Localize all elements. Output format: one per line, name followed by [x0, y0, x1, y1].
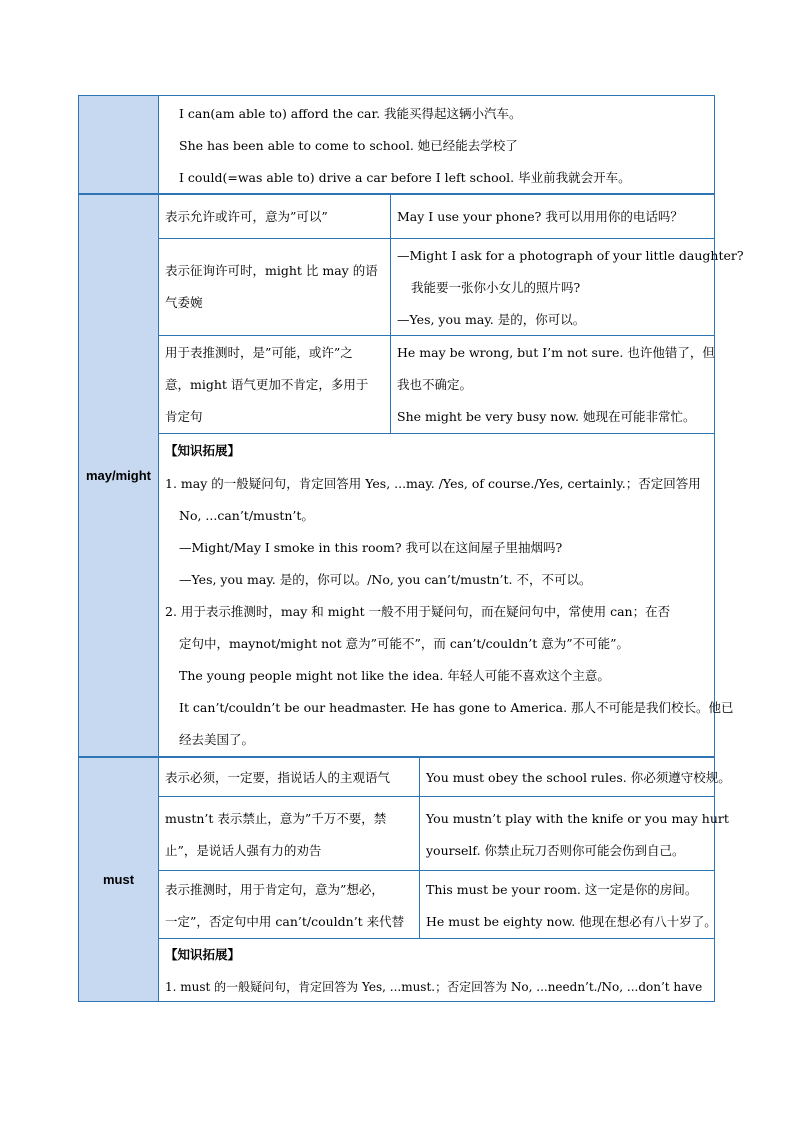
example-text: 我能要一张你小女儿的照片吗? — [411, 280, 581, 295]
example-line: I could(=was able to) drive a car before I left school. 毕业前我就会开车。 — [179, 170, 631, 185]
usage-text: 意，might 语气更加不肯定，多用于 — [165, 377, 369, 392]
example-text: She might be very busy now. 她现在可能非常忙。 — [397, 409, 696, 424]
example-text: You mustn’t play with the knife or you may hurt — [426, 811, 729, 826]
ability-examples-block — [78, 95, 715, 194]
example-text: 我也不确定。 — [397, 377, 473, 392]
extension-line: 1. must 的一般疑问句，肯定回答为 Yes, ...must.；否定回答为 No, ...needn’t./No, ...don’t have — [165, 980, 703, 994]
usage-text: 表示必须，一定要，指说话人的主观语气 — [165, 770, 391, 785]
extension-line: It can’t/couldn’t be our headmaster. He has gone to America. 那人不可能是我们校长。他已 — [179, 700, 734, 715]
row-label-must: must — [79, 758, 159, 1001]
example-line: I can(am able to) afford the car. 我能买得起这辆小汽车。 — [179, 106, 522, 121]
row-label-empty — [79, 96, 159, 193]
example-text: —Yes, you may. 是的，你可以。 — [397, 312, 586, 327]
must-block — [78, 757, 731, 1002]
extension-title: 【知识拓展】 — [165, 947, 241, 962]
example-text: He must be eighty now. 他现在想必有八十岁了。 — [426, 914, 717, 929]
usage-text: 表示推测时，用于肯定句，意为”想必， — [165, 882, 384, 897]
usage-text: 表示征询许可时，might 比 may 的语 — [165, 263, 378, 278]
usage-text: 表示允许或许可，意为”可以” — [165, 209, 328, 224]
extension-line: 经去美国了。 — [179, 732, 255, 747]
example-text: yourself. 你禁止玩刀否则你可能会伤到自己。 — [426, 843, 685, 858]
usage-text: 一定”，否定句中用 can’t/couldn’t 来代替 — [165, 914, 405, 929]
extension-title: 【知识拓展】 — [165, 443, 241, 458]
example-text: You must obey the school rules. 你必须遵守校规。 — [426, 770, 731, 785]
usage-text: 气委婉 — [165, 295, 203, 310]
row-label-may-might: may/might — [79, 195, 159, 756]
example-text: He may be wrong, but I’m not sure. 也许他错了，但 — [397, 345, 715, 360]
usage-text: 肯定句 — [165, 409, 203, 424]
example-text: May I use your phone? 我可以用用你的电话吗？ — [397, 209, 683, 224]
extension-line: 1. may 的一般疑问句，肯定回答用 Yes, ...may. /Yes, of course./Yes, certainly.；否定回答用 — [165, 476, 701, 491]
example-text: —Might I ask for a photograph of your little daughter? — [397, 248, 744, 263]
extension-line: 定句中，maynot/might not 意为”可能不”，而 can’t/couldn’t 意为”不可能”。 — [179, 636, 629, 651]
usage-text: mustn’t 表示禁止，意为”千万不要，禁 — [165, 811, 387, 826]
extension-line: —Yes, you may. 是的，你可以。/No, you can’t/mustn’t. 不，不可以。 — [179, 572, 592, 587]
may-might-block — [78, 194, 744, 757]
usage-text: 用于表推测时，是”可能，或许”之 — [165, 345, 353, 360]
extension-line: The young people might not like the idea. 年轻人可能不喜欢这个主意。 — [179, 668, 610, 683]
extension-line: No, ...can’t/mustn’t。 — [179, 508, 314, 523]
example-text: This must be your room. 这一定是你的房间。 — [426, 882, 698, 897]
extension-line: —Might/May I smoke in this room? 我可以在这间屋子里抽烟吗? — [179, 540, 563, 555]
extension-line: 2. 用于表示推测时，may 和 might 一般不用于疑问句，而在疑问句中，常使用 can；在否 — [165, 604, 671, 619]
example-line: She has been able to come to school. 她已经能去学校了 — [179, 138, 518, 153]
usage-text: 止”，是说话人强有力的劝告 — [165, 843, 322, 858]
